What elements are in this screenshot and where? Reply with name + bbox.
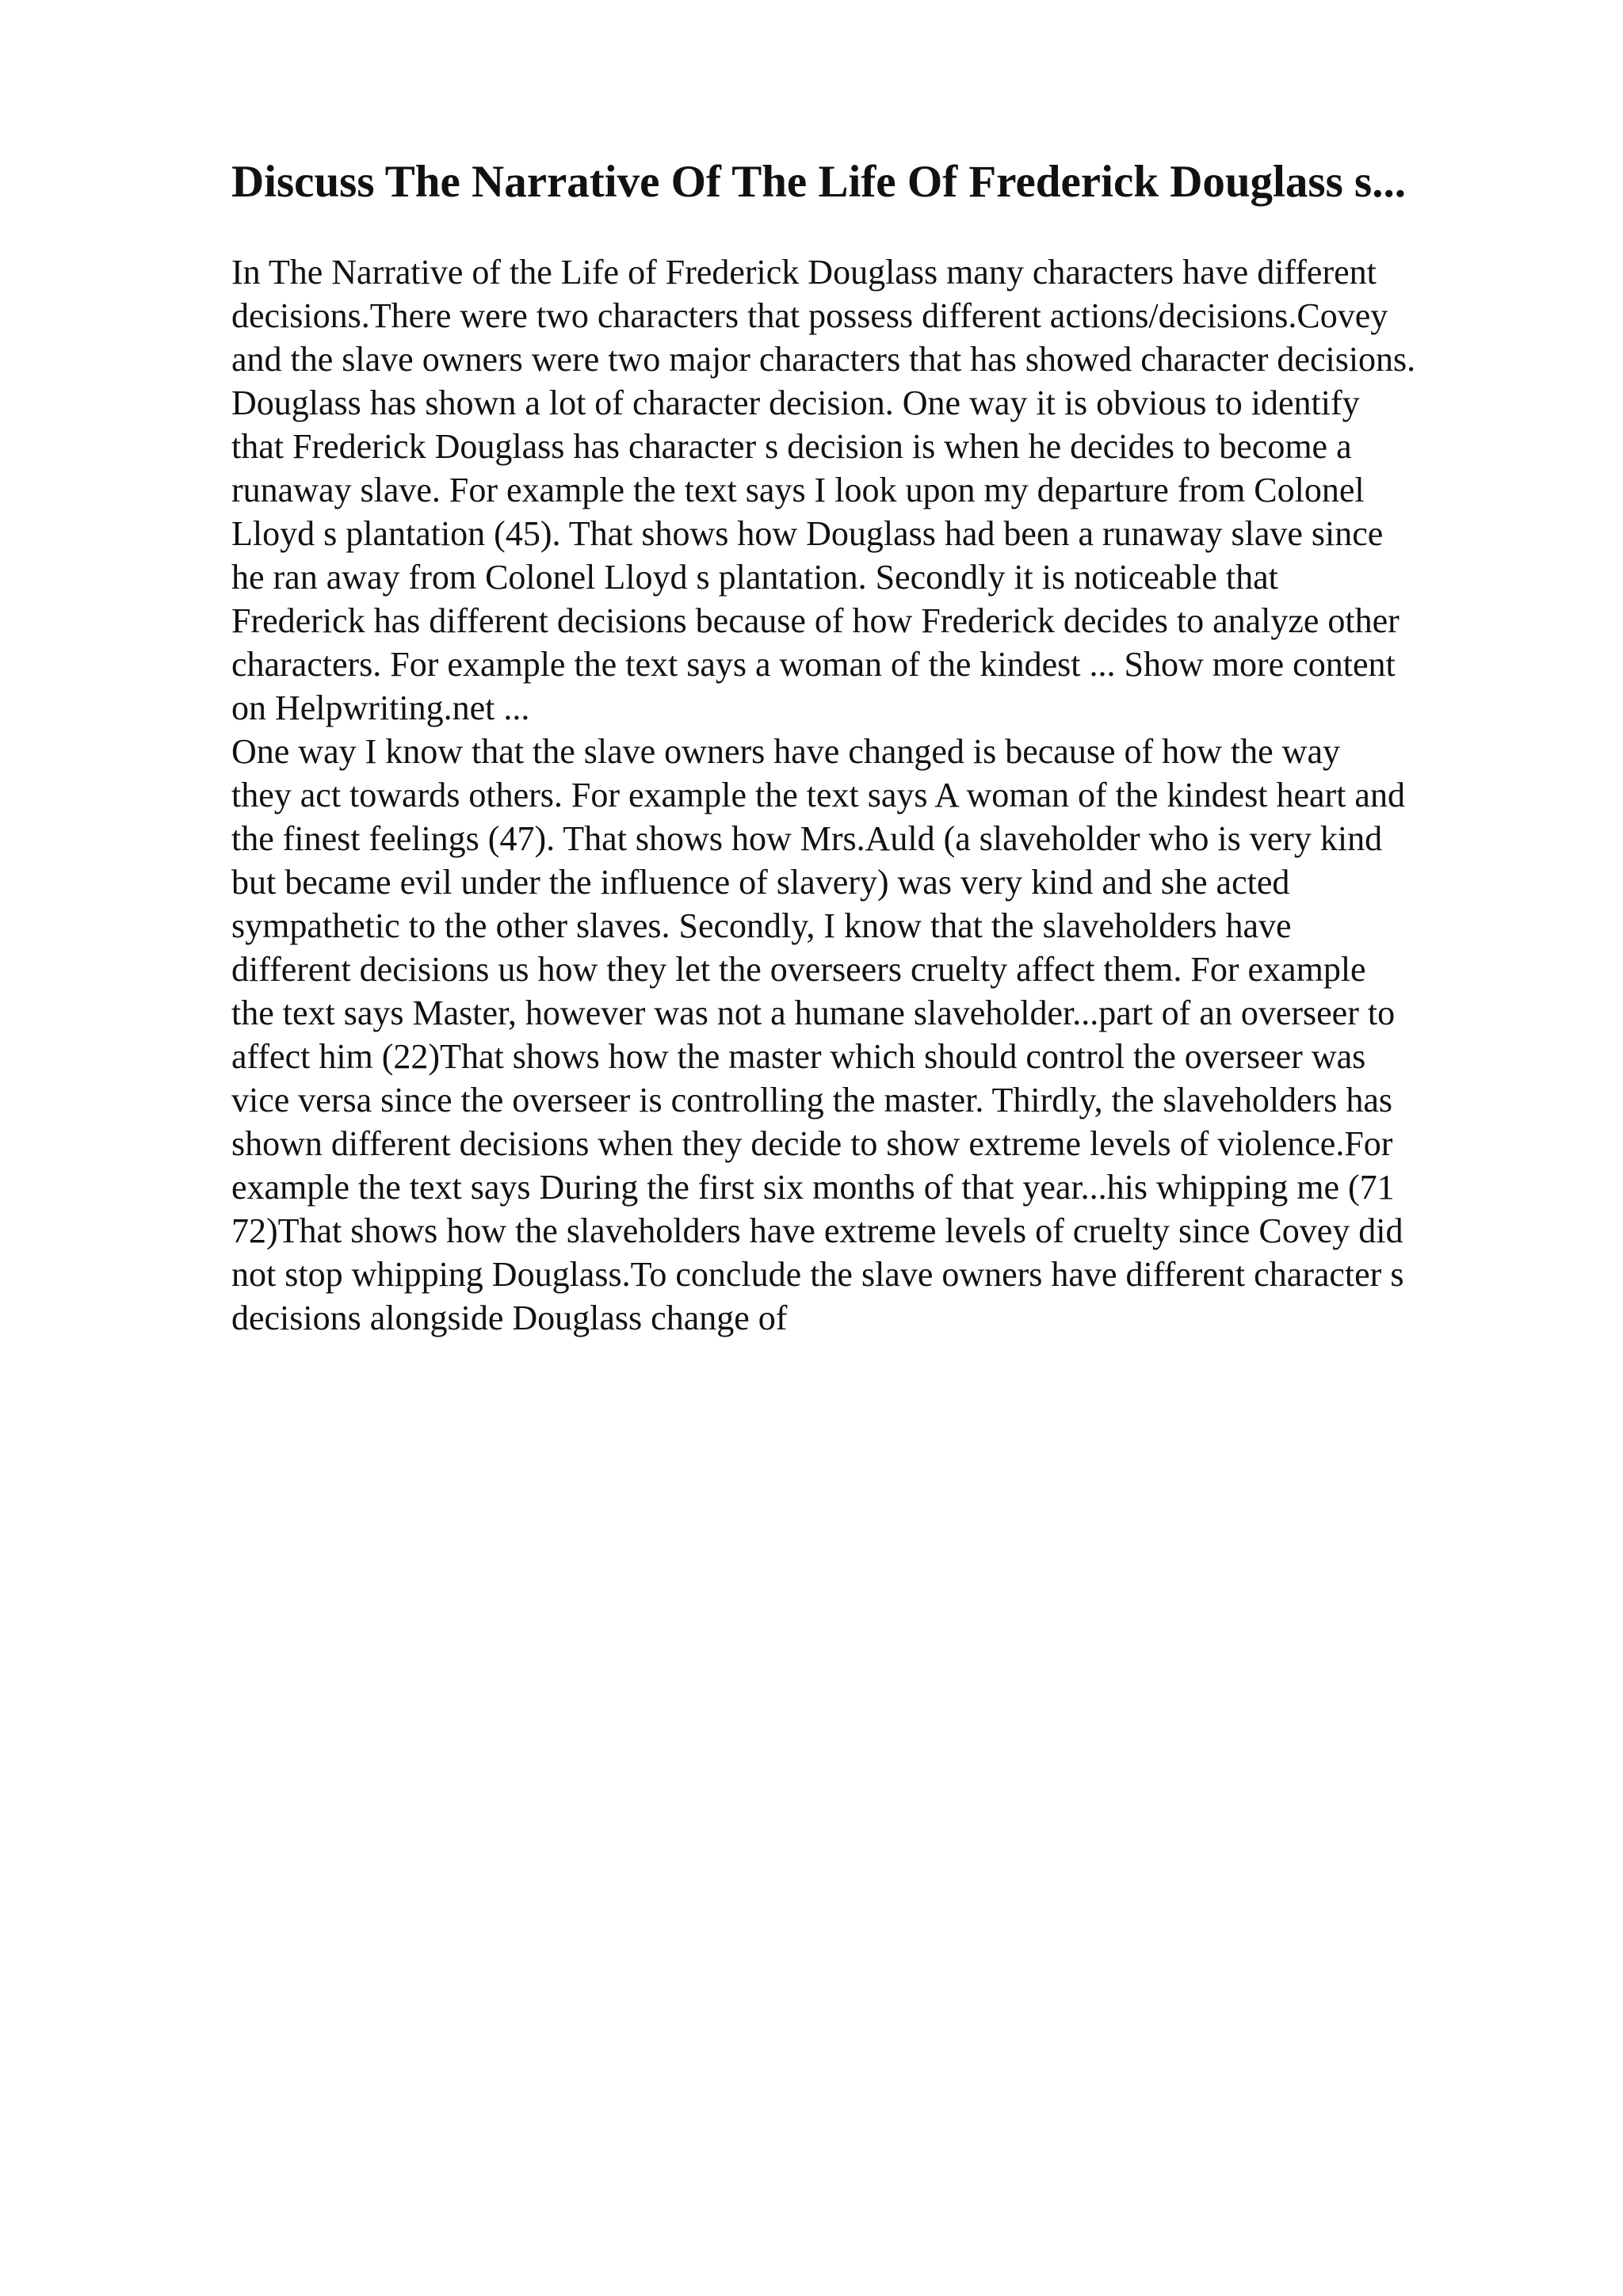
text-line: Douglass has shown a lot of character decision. One way it is obvious to identify — [231, 383, 1360, 422]
text-line: example the text says During the first six months of that year...his whipping me (71 — [231, 1168, 1395, 1207]
text-line: he ran away from Colonel Lloyd s plantation. Secondly it is noticeable that — [231, 558, 1278, 597]
text-line: different decisions us how they let the overseers cruelty affect them. For example — [231, 950, 1366, 989]
text-line: Frederick has different decisions because of how Frederick decides to analyze other — [231, 601, 1400, 640]
text-line: 72)That shows how the slaveholders have extreme levels of cruelty since Covey did — [231, 1211, 1403, 1250]
text-line: sympathetic to the other slaves. Secondly, I know that the slaveholders have — [231, 906, 1292, 945]
text-line: vice versa since the overseer is controlling the master. Thirdly, the slaveholders has — [231, 1081, 1392, 1119]
text-line: not stop whipping Douglass.To conclude the slave owners have different character s — [231, 1255, 1404, 1294]
text-line: they act towards others. For example the text says A woman of the kindest heart and — [231, 776, 1405, 814]
document-body — [231, 250, 1579, 1340]
text-line: characters. For example the text says a woman of the kindest ... Show more content — [231, 645, 1396, 684]
text-line: decisions.There were two characters that possess different actions/decisions.Covey — [231, 296, 1388, 335]
text-line: decisions alongside Douglass change of — [231, 1299, 788, 1337]
document-title: Discuss The Narrative Of The Life Of Frederick Douglass s... — [231, 157, 1406, 207]
text-line: runaway slave. For example the text says I look upon my departure from Colonel — [231, 471, 1365, 509]
text-line: In The Narrative of the Life of Frederick Douglass many characters have different — [231, 253, 1377, 292]
text-line: shown different decisions when they decide to show extreme levels of violence.For — [231, 1124, 1393, 1163]
text-line: that Frederick Douglass has character s decision is when he decides to become a — [231, 427, 1352, 466]
document-content — [231, 154, 1579, 1340]
text-line: affect him (22)That shows how the master which should control the overseer was — [231, 1037, 1366, 1076]
text-line: the finest feelings (47). That shows how Mrs.Auld (a slaveholder who is very kind — [231, 819, 1383, 858]
text-line: One way I know that the slave owners have changed is because of how the way — [231, 732, 1340, 771]
text-line: the text says Master, however was not a humane slaveholder...part of an overseer to — [231, 994, 1396, 1032]
text-line: Lloyd s plantation (45). That shows how Douglass had been a runaway slave since — [231, 514, 1384, 553]
text-line: but became evil under the influence of slavery) was very kind and she acted — [231, 863, 1290, 902]
text-line: and the slave owners were two major characters that has showed character decisions. — [231, 340, 1416, 379]
text-line: on Helpwriting.net ... — [231, 688, 530, 727]
